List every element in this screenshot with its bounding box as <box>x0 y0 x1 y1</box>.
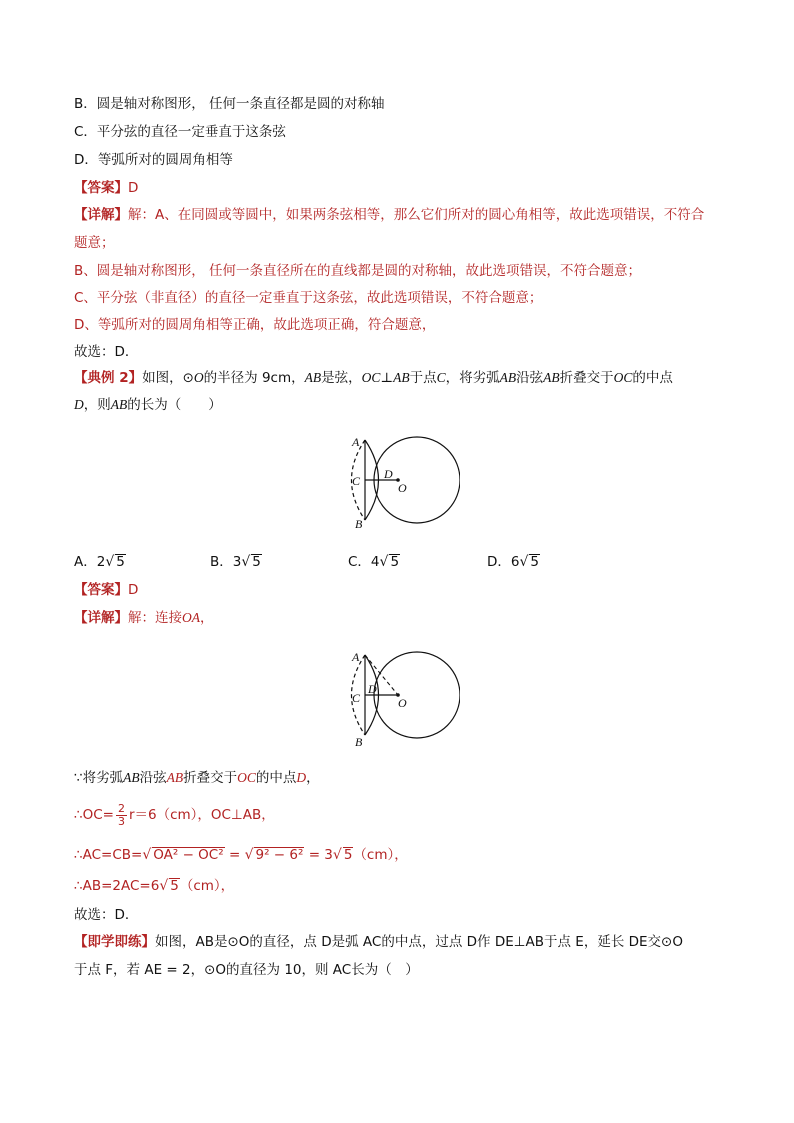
label-o: O <box>398 696 407 710</box>
option-c: C．平分弦的直径一定垂直于这条弦 <box>74 124 286 140</box>
text: （cm）， <box>179 878 235 894</box>
text: ∴AC=CB= <box>74 847 143 863</box>
detail-1-b: B、圆是轴对称图形， 任何一条直径所在的直线都是圆的对称轴，故此选项错误，不符合题意； <box>74 263 642 279</box>
choice-a: A．2√ 5 <box>74 554 125 570</box>
choice-c: C．4√ 5 <box>348 554 400 570</box>
text: （cm）， <box>353 847 408 863</box>
practice-tag: 【即学即练】 <box>74 934 155 950</box>
choice-radicand: 5 <box>530 554 539 570</box>
detail-1-a2: 题意； <box>74 235 115 251</box>
label-b: B <box>355 735 363 749</box>
choice-b: B．3√ 5 <box>210 554 261 570</box>
var: D <box>296 770 307 785</box>
step-2 <box>74 800 275 830</box>
text: ∴AB=2AC=6 <box>74 878 160 894</box>
practice-line-2: 于点 F，若 AE = 2，⊙O的直径为 10，则 AC长为（ ） <box>74 962 419 978</box>
choose-2: 故选：D． <box>74 907 139 923</box>
choice-label: C．4 <box>348 554 380 570</box>
var: AB <box>304 370 322 385</box>
label-b: B <box>355 517 363 530</box>
text: 是弦， <box>321 370 362 386</box>
text: 的长为（ ） <box>127 397 222 413</box>
example-tag: 【典例 2】 <box>74 370 143 386</box>
label-a: A <box>352 435 360 449</box>
radicand: 5 <box>170 878 179 894</box>
label-a: A <box>352 650 360 664</box>
detail-1-c: C、平分弦（非直径）的直径一定垂直于这条弦，故此选项错误，不符合题意； <box>74 290 543 306</box>
text: ∵将劣弧 <box>74 770 124 786</box>
var: AB <box>499 370 517 385</box>
choose-1: 故选：D． <box>74 344 139 360</box>
practice-line-1 <box>74 932 683 952</box>
detail-1-d: D、等弧所对的圆周角相等正确，故此选项正确，符合题意， <box>74 317 436 333</box>
var: AB <box>110 397 128 412</box>
answer-value: D <box>128 582 139 598</box>
text: 折叠交于 <box>559 370 614 386</box>
detail-tag: 【详解】 <box>74 207 128 223</box>
label-d: D <box>384 467 393 481</box>
var: OC⊥AB <box>361 370 410 385</box>
example-2-line-2 <box>74 395 222 415</box>
detail-2 <box>74 608 214 628</box>
var: AB <box>543 370 560 385</box>
detail-tag: 【详解】 <box>74 610 128 626</box>
label-c: C <box>352 691 361 705</box>
step-3: ∴AC=CB=√ OA² − OC² = √ 9² − 6² = 3√ 5（cm）， <box>74 847 408 863</box>
text: = 3 <box>308 847 333 863</box>
var: OC <box>613 370 633 385</box>
text: 的半径为 9cm， <box>203 370 305 386</box>
option-b: B．圆是轴对称图形， 任何一条直径都是圆的对称轴 <box>74 96 385 112</box>
text: 于点 <box>409 370 437 386</box>
choice-radicand: 5 <box>252 554 261 570</box>
choice-label: B．3 <box>210 554 242 570</box>
choice-radicand: 5 <box>390 554 400 570</box>
text: ， <box>200 610 214 626</box>
text: ，则 <box>83 397 111 413</box>
var: OA <box>182 610 200 625</box>
text: 沿弦 <box>516 370 544 386</box>
answer-tag: 【答案】 <box>74 180 128 196</box>
choice-radicand: 5 <box>116 554 125 570</box>
option-d: D．等弧所对的圆周角相等 <box>74 152 233 168</box>
var: AB <box>166 770 184 785</box>
text: ∴OC= <box>74 807 114 823</box>
text: 的中点 <box>255 770 297 786</box>
text: ，将劣弧 <box>445 370 500 386</box>
var: C <box>436 370 446 385</box>
text: 如图，AB是⊙O的直径，点 D是弧 AC的中点，过点 D作 DE⊥AB于点 E，延长 DE交⊙O <box>155 934 683 950</box>
circle-figure-1 <box>330 430 460 530</box>
label-c: C <box>352 474 361 488</box>
text: r＝6（cm），OC⊥AB， <box>128 807 275 823</box>
step-4: ∴AB=2AC=6√ 5（cm）， <box>74 878 235 894</box>
var: D <box>74 397 84 412</box>
fraction <box>116 803 127 828</box>
label-o: O <box>398 481 407 495</box>
step-1 <box>74 768 320 788</box>
denominator: 3 <box>117 814 125 828</box>
circle-figure-2 <box>330 645 460 750</box>
answer-tag: 【答案】 <box>74 582 128 598</box>
var: O <box>193 370 204 385</box>
numerator: 2 <box>117 801 125 815</box>
text: = <box>228 847 241 863</box>
text: 解：连接 <box>128 610 182 626</box>
text: 沿弦 <box>139 770 167 786</box>
detail-text: 解：A、在同圆或等圆中，如果两条弦相等，那么它们所对的圆心角相等，故此选项错误，不符合 <box>128 207 705 223</box>
radicand: 9² − 6² <box>255 847 304 863</box>
text: ， <box>306 770 320 786</box>
answer-value: D <box>128 180 139 196</box>
detail-1-a <box>74 205 704 225</box>
radicand: OA² − OC² <box>153 847 224 863</box>
var: OC <box>237 770 256 785</box>
choice-label: D．6 <box>487 554 520 570</box>
var: AB <box>123 770 140 785</box>
text: 的中点 <box>632 370 673 386</box>
answer-1 <box>74 178 138 198</box>
choice-d: D．6√ 5 <box>487 554 539 570</box>
label-d: D <box>368 682 377 696</box>
radicand: 5 <box>343 847 353 863</box>
text: 如图，⊙ <box>142 370 194 386</box>
choice-label: A．2 <box>74 554 106 570</box>
example-2-line-1 <box>74 368 673 388</box>
text: 折叠交于 <box>183 770 238 786</box>
answer-2 <box>74 580 138 600</box>
